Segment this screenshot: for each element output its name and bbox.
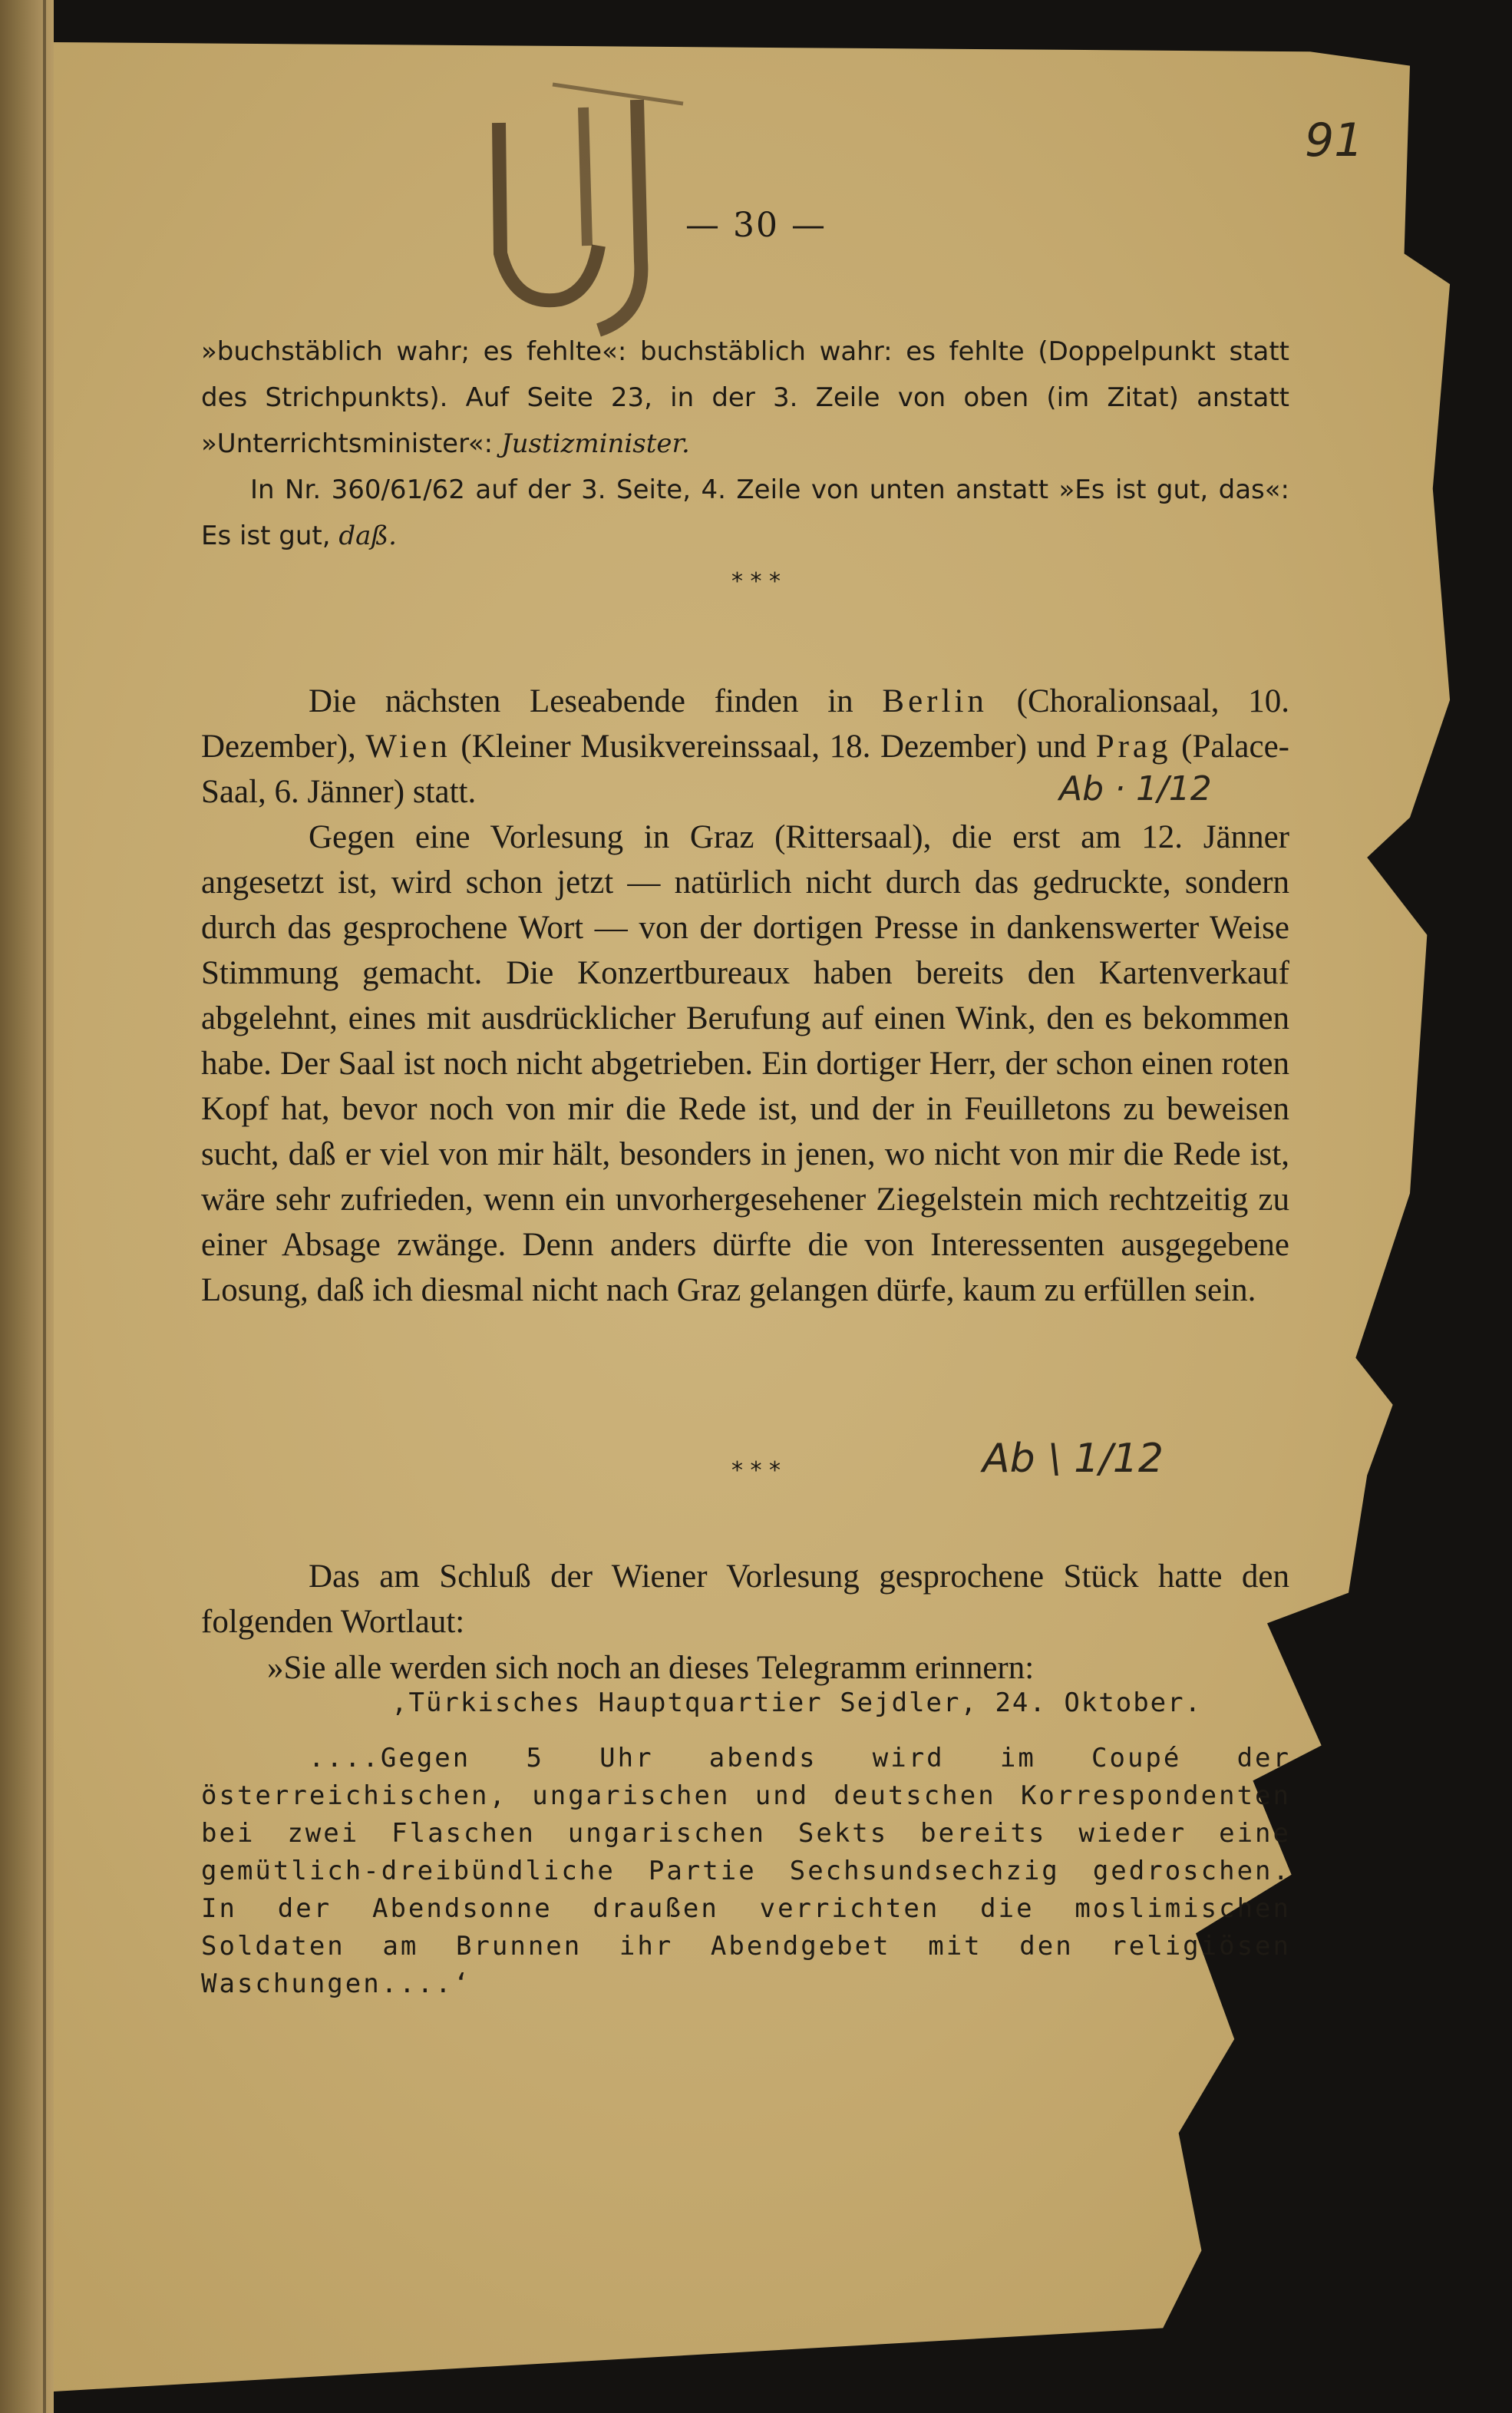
quote-start: »Sie alle werden sich noch an dieses Telegramm erinnern: [267, 1650, 1035, 1686]
announcement-paragraph-2: Gegen eine Vorlesung in Graz (Rittersaal), die erst am 12. Jänner angesetzt ist, wird schon jetzt — natürlich nicht durch das gedruckte, sondern durch das gesprochene Wort — von der dortigen Presse in dankenswerter Weise Stimmung gemacht. Die Konzertbureaux haben bereits den Kartenverkauf abgelehnt, eines mit ausdrücklicher Berufung auf einen Wink, den es bekommen habe. Der Saal ist noch nicht abgetrieben. Ein dortiger Herr, der schon einen roten Kopf hat, bevor noch von mir die Rede ist, und der in Feuilletons zu beweisen sucht, daß er viel von mir hält, besonders in jenen, wo nicht von mir die Rede ist, wäre sehr zufrieden, wenn ein unvorhergesehener Ziegelstein mich rechtzeitig zu einer Absage zwänge. Denn anders dürfte die von Interessenten ausgegebene Losung, daß ich diesmal nicht nach Graz gelangen dürfe, kaum zu erfüllen sein. [201, 819, 1289, 1308]
announcement-text: Die nächsten Leseabende finden in [309, 683, 853, 719]
errata-text-2: In Nr. 360/61/62 auf der 3. Seite, 4. Zeile von unten anstatt »Es ist gut, das«: Es ist gut, [201, 474, 1289, 551]
errata-text-1: »buchstäblich wahr; es fehlte«: buchstäblich wahr: es fehlte (Doppelpunkt statt des Strichpunkts). Auf Seite 23, in der 3. Zeile von oben (im Zitat) anstatt »Unterrichtsminister«: [201, 336, 1289, 459]
telegram-text: ....Gegen 5 Uhr abends wird im Coupé der österreichischen, ungarischen und deutschen Korrespondenten bei zwei Flaschen ungarischen Sekts bereits wieder eine gemütlich-dreibündliche Partie Sechsundsechzig gedroschen. In der Abendsonne draußen verrichten die moslimischen Soldaten am Brunnen ihr Abendgebet mit den religiösen Waschungen....‘ [201, 1743, 1291, 1999]
telegram-header: ‚Türkisches Hauptquartier Sejdler, 24. Oktober. [391, 1687, 1203, 1718]
section-separator-1: * * * [731, 568, 781, 595]
errata-correction-1: Justizminister. [500, 428, 690, 459]
folio-mark: 91 [1305, 114, 1364, 167]
city-prag: Prag [1095, 729, 1172, 765]
closing-intro: Das am Schluß der Wiener Vorlesung gesprochene Stück hatte den folgenden Wortlaut: [201, 1559, 1289, 1640]
page-number: — 30 — [685, 206, 827, 245]
city-berlin: Berlin [882, 683, 988, 719]
section-separator-2: * * * [731, 1457, 781, 1484]
handwritten-annotation-2: Ab \ 1/12 [982, 1436, 1164, 1482]
errata-correction-2: daß. [338, 521, 397, 551]
errata-notes [201, 329, 1289, 559]
telegram-body [201, 1740, 1291, 2003]
announcement-text: (Kleiner Musikvereinssaal, 18. Dezember) und [461, 729, 1087, 765]
announcement-text: (Palace-Saal, 6. Jänner) statt. [201, 729, 1289, 810]
spine-edge [43, 0, 46, 2413]
errata-paragraph-1 [201, 329, 1289, 467]
announcement-text: (Choralionsaal, 10. Dezember), [201, 683, 1290, 765]
city-wien: Wien [365, 729, 451, 765]
handwritten-annotation-1: Ab · 1/12 [1059, 769, 1212, 808]
errata-paragraph-2 [201, 467, 1289, 559]
closing-section [201, 1554, 1289, 1692]
